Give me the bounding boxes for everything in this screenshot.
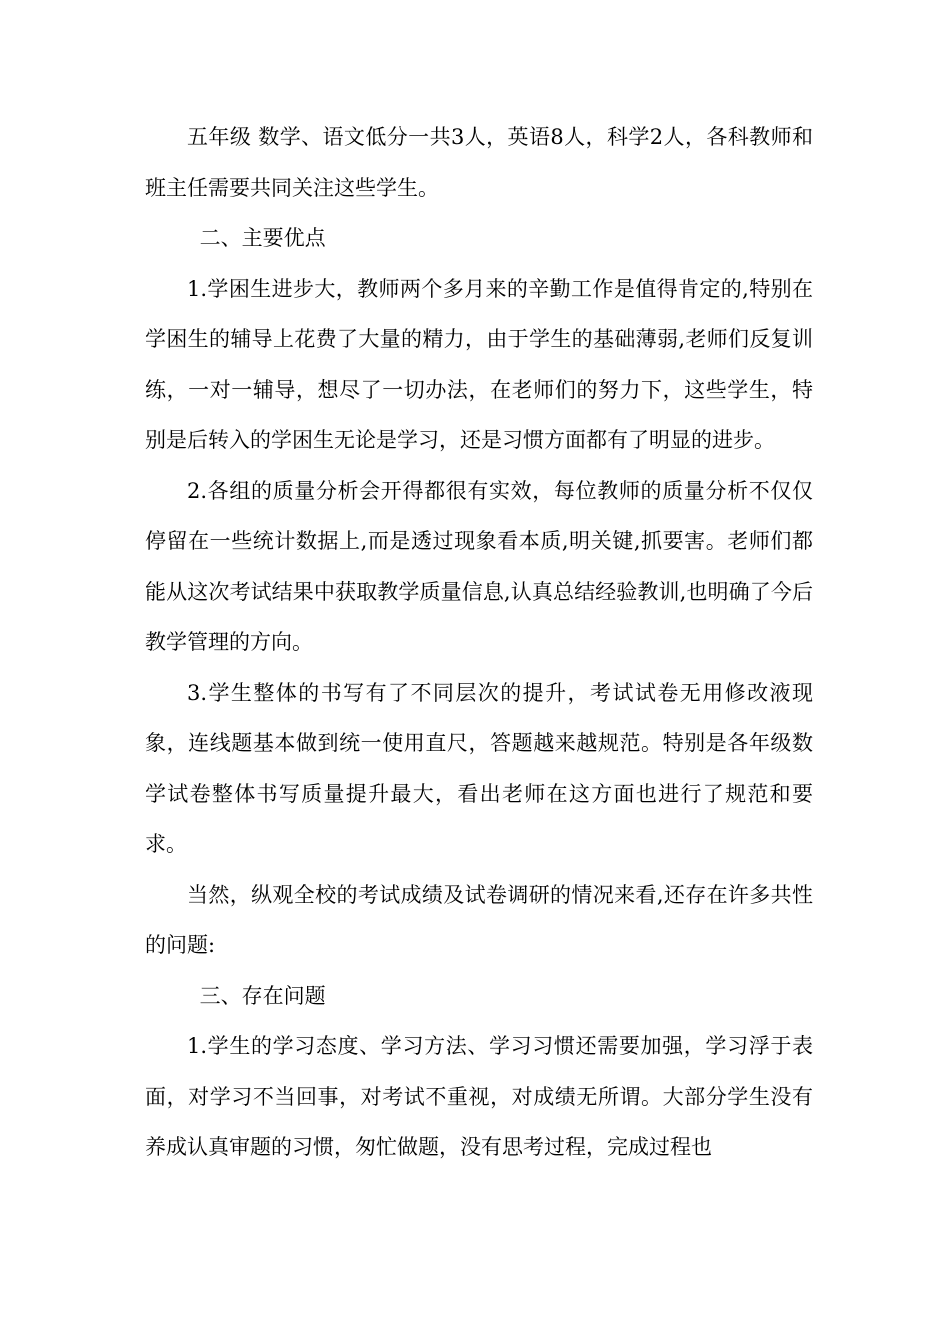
document-body (145, 112, 813, 1173)
paragraph-strength-2: 2.各组的质量分析会开得都很有实效，每位教师的质量分析不仅仅停留在一些统计数据上,而是透过现象看本质,明关键,抓要害。老师们都能从这次考试结果中获取教学质量信息,认真总结经验教训,也明确了今后教学管理的方向。 (145, 478, 813, 654)
paragraph-strength-3: 3.学生整体的书写有了不同层次的提升，考试试卷无用修改液现象，连线题基本做到统一使用直尺，答题越来越规范。特别是各年级数学试卷整体书写质量提升最大，看出老师在这方面也进行了规范和要求。 (145, 680, 813, 856)
paragraph-problem-1: 1.学生的学习态度、学习方法、学习习惯还需要加强，学习浮于表面，对学习不当回事，对考试不重视，对成绩无所谓。大部分学生没有养成认真审题的习惯，匆忙做题，没有思考过程，完成过程也 (145, 1034, 813, 1159)
paragraph-transition: 当然，纵观全校的考试成绩及试卷调研的情况来看,还存在许多共性的问题: (145, 882, 813, 957)
heading-existing-problems: 三、存在问题 (199, 983, 326, 1008)
paragraph-low-score-summary: 五年级 数学、语文低分一共3人，英语8人，科学2人，各科教师和班主任需要共同关注这些学生。 (145, 125, 813, 200)
paragraph-strength-1: 1.学困生进步大，教师两个多月来的辛勤工作是值得肯定的,特别在学困生的辅导上花费了大量的精力，由于学生的基础薄弱,老师们反复训练，一对一辅导，想尽了一切办法，在老师们的努力下，这些学生，特别是后转入的学困生无论是学习，还是习惯方面都有了明显的进步。 (145, 276, 813, 452)
heading-main-strengths: 二、主要优点 (199, 226, 326, 250)
